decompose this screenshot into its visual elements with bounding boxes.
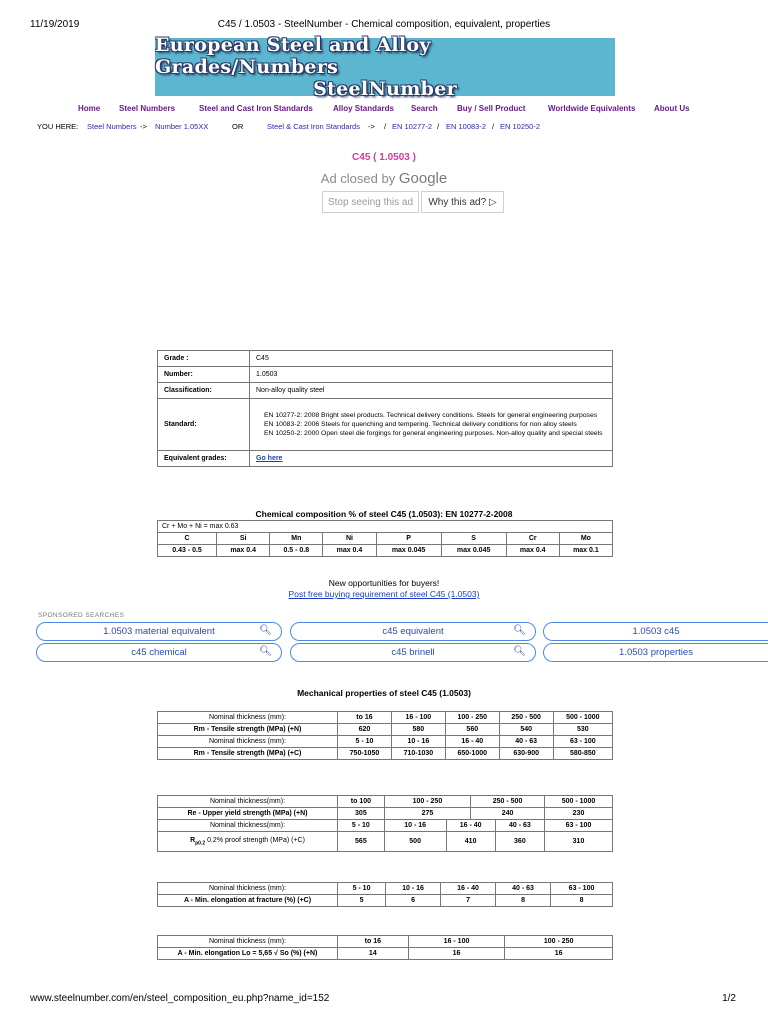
standard-item: EN 10277-2: 2008 Bright steel products. Technical delivery conditions. Steels for general engineering purposes [264,412,598,419]
chem-value: max 0.1 [559,545,612,557]
sponsored-search-pill[interactable] [36,622,282,641]
table-row [158,451,613,467]
table-row [158,712,613,724]
chem-value: 0.5 - 0.8 [270,545,323,557]
buyers-notice [0,578,768,600]
table-row [158,383,613,399]
equivalent-grades-link[interactable]: Go here [256,455,283,462]
table-row [158,936,613,948]
table-cell: 305 [338,808,385,820]
grade-info-table [157,350,613,467]
breadcrumb-you-here: YOU HERE: [37,122,79,131]
row-label: Nominal thickness(mm): [158,796,338,808]
row-label: Rm - Tensile strength (MPa) (+C) [158,748,338,760]
table-cell: 16 - 40 [445,736,499,748]
table-cell: 540 [499,724,553,736]
table-cell: 5 - 10 [338,736,392,748]
search-icon: 🔍︎ [513,646,526,657]
table-cell: to 100 [338,796,385,808]
nav-buy-sell[interactable]: Buy / Sell Product [457,104,526,113]
chem-composition-title: Chemical composition % of steel C45 (1.0503): EN 10277-2-2008 [255,509,513,519]
table-cell: 16 - 40 [441,883,496,895]
chem-value: max 0.4 [323,545,376,557]
table-cell: 8 [551,895,613,907]
sponsored-search-label: c45 brinell [391,647,435,658]
sponsored-search-pill[interactable] [290,643,536,662]
table-cell: 100 - 250 [445,712,499,724]
table-row [158,948,613,960]
breadcrumb-separator: / [384,122,387,131]
standard-item: EN 10250-2: 2000 Open steel die forgings for general engineering purposes. Non-alloy quality and special steels [264,430,603,437]
search-icon: 🔍︎ [513,625,526,636]
table-row [158,895,613,907]
search-icon: 🔍︎ [259,646,272,657]
table-cell: 310 [545,832,613,852]
nav-worldwide-equivalents[interactable]: Worldwide Equivalents [548,104,636,113]
table-row [158,820,613,832]
number-label: Number: [158,367,250,383]
nav-steel-numbers[interactable]: Steel Numbers [119,104,176,113]
sponsored-search-pill[interactable] [543,643,768,662]
table-row [158,736,613,748]
table-cell: 750-1050 [338,748,392,760]
table-cell: 580-850 [553,748,612,760]
table-cell: 6 [386,895,441,907]
table-cell: 565 [338,832,385,852]
chem-header: Cr [506,533,559,545]
table-cell: 580 [391,724,445,736]
sponsored-search-label: 1.0503 properties [619,647,693,658]
nav-alloy-standards[interactable]: Alloy Standards [333,104,394,113]
chem-value: 0.43 - 0.5 [158,545,217,557]
row-label [158,832,338,852]
table-cell: 360 [495,832,544,852]
table-cell: 14 [338,948,409,960]
table-cell: 8 [496,895,551,907]
breadcrumb-standards[interactable]: Steel & Cast Iron Standards [267,122,360,131]
breadcrumb-arrow: -> [140,122,147,131]
proof-strength-label: 0.2% proof strength (MPa) (+C) [205,836,305,844]
breadcrumb-steel-numbers[interactable]: Steel Numbers [87,122,137,131]
proof-strength-symbol: R [190,836,196,844]
sponsored-search-label: 1.0503 c45 [632,626,680,637]
table-cell: 63 - 100 [551,883,613,895]
chem-header: Mn [270,533,323,545]
table-cell: 10 - 16 [391,736,445,748]
row-label: Re - Upper yield strength (MPa) (+N) [158,808,338,820]
yield-strength-table [157,795,613,852]
sponsored-search-pill[interactable] [290,622,536,641]
sponsored-search-pill[interactable] [543,622,768,641]
table-cell: 620 [338,724,392,736]
row-label: Nominal thickness (mm): [158,736,338,748]
table-cell: 250 - 500 [499,712,553,724]
print-page-number: 1/2 [722,993,736,1004]
table-row [158,545,613,557]
table-row [158,808,613,820]
table-cell: 5 [338,895,386,907]
breadcrumb-number[interactable]: Number 1.05XX [155,122,209,131]
table-cell: 5 - 10 [338,820,385,832]
elongation-c-table [157,882,613,907]
breadcrumb-arrow: -> [368,122,375,131]
chem-header: S [441,533,506,545]
grade-value: C45 [250,351,613,367]
table-cell: 710-1030 [391,748,445,760]
table-cell: 630-900 [499,748,553,760]
proof-strength-subscript: p0.2 [195,840,206,847]
classification-label: Classification: [158,383,250,399]
chem-value: max 0.4 [506,545,559,557]
row-label: A - Min. elongation at fracture (%) (+C) [158,895,338,907]
table-row [158,883,613,895]
row-label: A - Min. elongation Lo = 5,65 √ So (%) (+N) [158,948,338,960]
row-label: Rm - Tensile strength (MPa) (+N) [158,724,338,736]
table-cell: to 16 [338,712,392,724]
sponsored-search-label: c45 chemical [131,647,187,658]
chem-header: Si [217,533,270,545]
table-cell: 250 - 500 [471,796,545,808]
page-title: C45 ( 1.0503 ) [352,152,416,163]
table-cell: 100 - 250 [384,796,470,808]
table-cell: 7 [441,895,496,907]
classification-value: Non-alloy quality steel [250,383,613,399]
post-buying-requirement-link[interactable]: Post free buying requirement of steel C45 (1.0503) [288,589,480,599]
grade-label: Grade : [158,351,250,367]
table-cell: 530 [553,724,612,736]
table-row [158,796,613,808]
breadcrumb-or: OR [232,122,244,131]
table-cell: 40 - 63 [495,820,544,832]
table-cell: 10 - 16 [386,883,441,895]
print-date: 11/19/2019 [30,19,80,30]
tensile-strength-table [157,711,613,760]
stop-seeing-ad-button[interactable]: Stop seeing this ad [322,191,419,213]
table-cell: 650-1000 [445,748,499,760]
breadcrumb-separator: / [437,122,440,131]
table-cell: 16 [408,948,505,960]
row-label: Nominal thickness(mm): [158,820,338,832]
table-row [158,367,613,383]
print-title: C45 / 1.0503 - SteelNumber - Chemical composition, equivalent, properties [217,19,551,30]
equivalent-grades-label: Equivalent grades: [158,451,250,467]
nav-steel-cast-iron-standards[interactable]: Steel and Cast Iron Standards [199,104,313,113]
table-row [158,521,613,533]
table-cell: 500 - 1000 [553,712,612,724]
chem-value: max 0.4 [217,545,270,557]
table-cell: 500 - 1000 [545,796,613,808]
table-row [158,748,613,760]
table-row [158,533,613,545]
chem-value: max 0.045 [441,545,506,557]
row-label: Nominal thickness (mm): [158,712,338,724]
breadcrumb-en-10250-2[interactable]: EN 10250-2 [500,122,541,131]
breadcrumb-en-10083-2[interactable]: EN 10083-2 [446,122,487,131]
banner-line-1: European Steel and Alloy Grades/Numbers [155,34,431,78]
table-cell: to 16 [338,936,409,948]
site-banner[interactable] [155,34,615,100]
elongation-n-table [157,935,613,960]
table-row [158,724,613,736]
sponsored-searches-label: SPONSORED SEARCHES [38,612,125,619]
standard-label: Standard: [158,399,250,451]
chem-header: Ni [323,533,376,545]
chem-header: C [158,533,217,545]
table-cell: 16 - 100 [391,712,445,724]
table-cell: 40 - 63 [496,883,551,895]
table-cell: 16 - 100 [408,936,505,948]
table-cell: 275 [384,808,470,820]
breadcrumb-separator: / [492,122,495,131]
row-label: Nominal thickness (mm): [158,883,338,895]
banner-line-2: SteelNumber [313,78,457,100]
table-row [158,832,613,852]
table-cell: 16 [505,948,613,960]
table-cell: 240 [471,808,545,820]
chem-value: max 0.045 [376,545,441,557]
chem-note: Cr + Mo + Ni = max 0.63 [158,521,613,533]
number-value: 1.0503 [250,367,613,383]
table-cell: 63 - 100 [545,820,613,832]
table-cell: 410 [446,832,495,852]
table-cell: 500 [384,832,446,852]
table-cell: 16 - 40 [446,820,495,832]
google-logo: Google [398,170,448,187]
table-cell: 100 - 250 [505,936,613,948]
breadcrumb-en-10277-2[interactable]: EN 10277-2 [392,122,433,131]
table-cell: 5 - 10 [338,883,386,895]
table-cell: 40 - 63 [499,736,553,748]
nav-about-us[interactable]: About Us [654,104,690,113]
table-cell: 230 [545,808,613,820]
table-cell: 10 - 16 [384,820,446,832]
print-url: www.steelnumber.com/en/steel_composition_eu.php?name_id=152 [30,993,330,1004]
sponsored-search-label: 1.0503 material equivalent [103,626,215,637]
why-this-ad-button[interactable]: Why this ad? ▷ [421,191,504,213]
table-row [158,399,613,451]
sponsored-search-pill[interactable] [36,643,282,662]
nav-search[interactable]: Search [411,104,438,113]
ad-closed-text: Ad closed by [320,171,396,186]
buyers-text: New opportunities for buyers! [328,578,440,588]
ad-closed-notice [0,170,768,187]
mech-properties-title: Mechanical properties of steel C45 (1.0503) [297,688,471,698]
nav-home[interactable]: Home [78,104,101,113]
sponsored-search-label: c45 equivalent [382,626,444,637]
table-cell: 560 [445,724,499,736]
table-row [158,351,613,367]
chem-header: P [376,533,441,545]
chem-header: Mo [559,533,612,545]
search-icon: 🔍︎ [259,625,272,636]
table-cell: 63 - 100 [553,736,612,748]
row-label: Nominal thickness (mm): [158,936,338,948]
standard-item: EN 10083-2: 2006 Steels for quenching and tempering. Technical delivery conditions for non alloy steels [264,421,577,428]
chem-composition-table [157,520,613,557]
